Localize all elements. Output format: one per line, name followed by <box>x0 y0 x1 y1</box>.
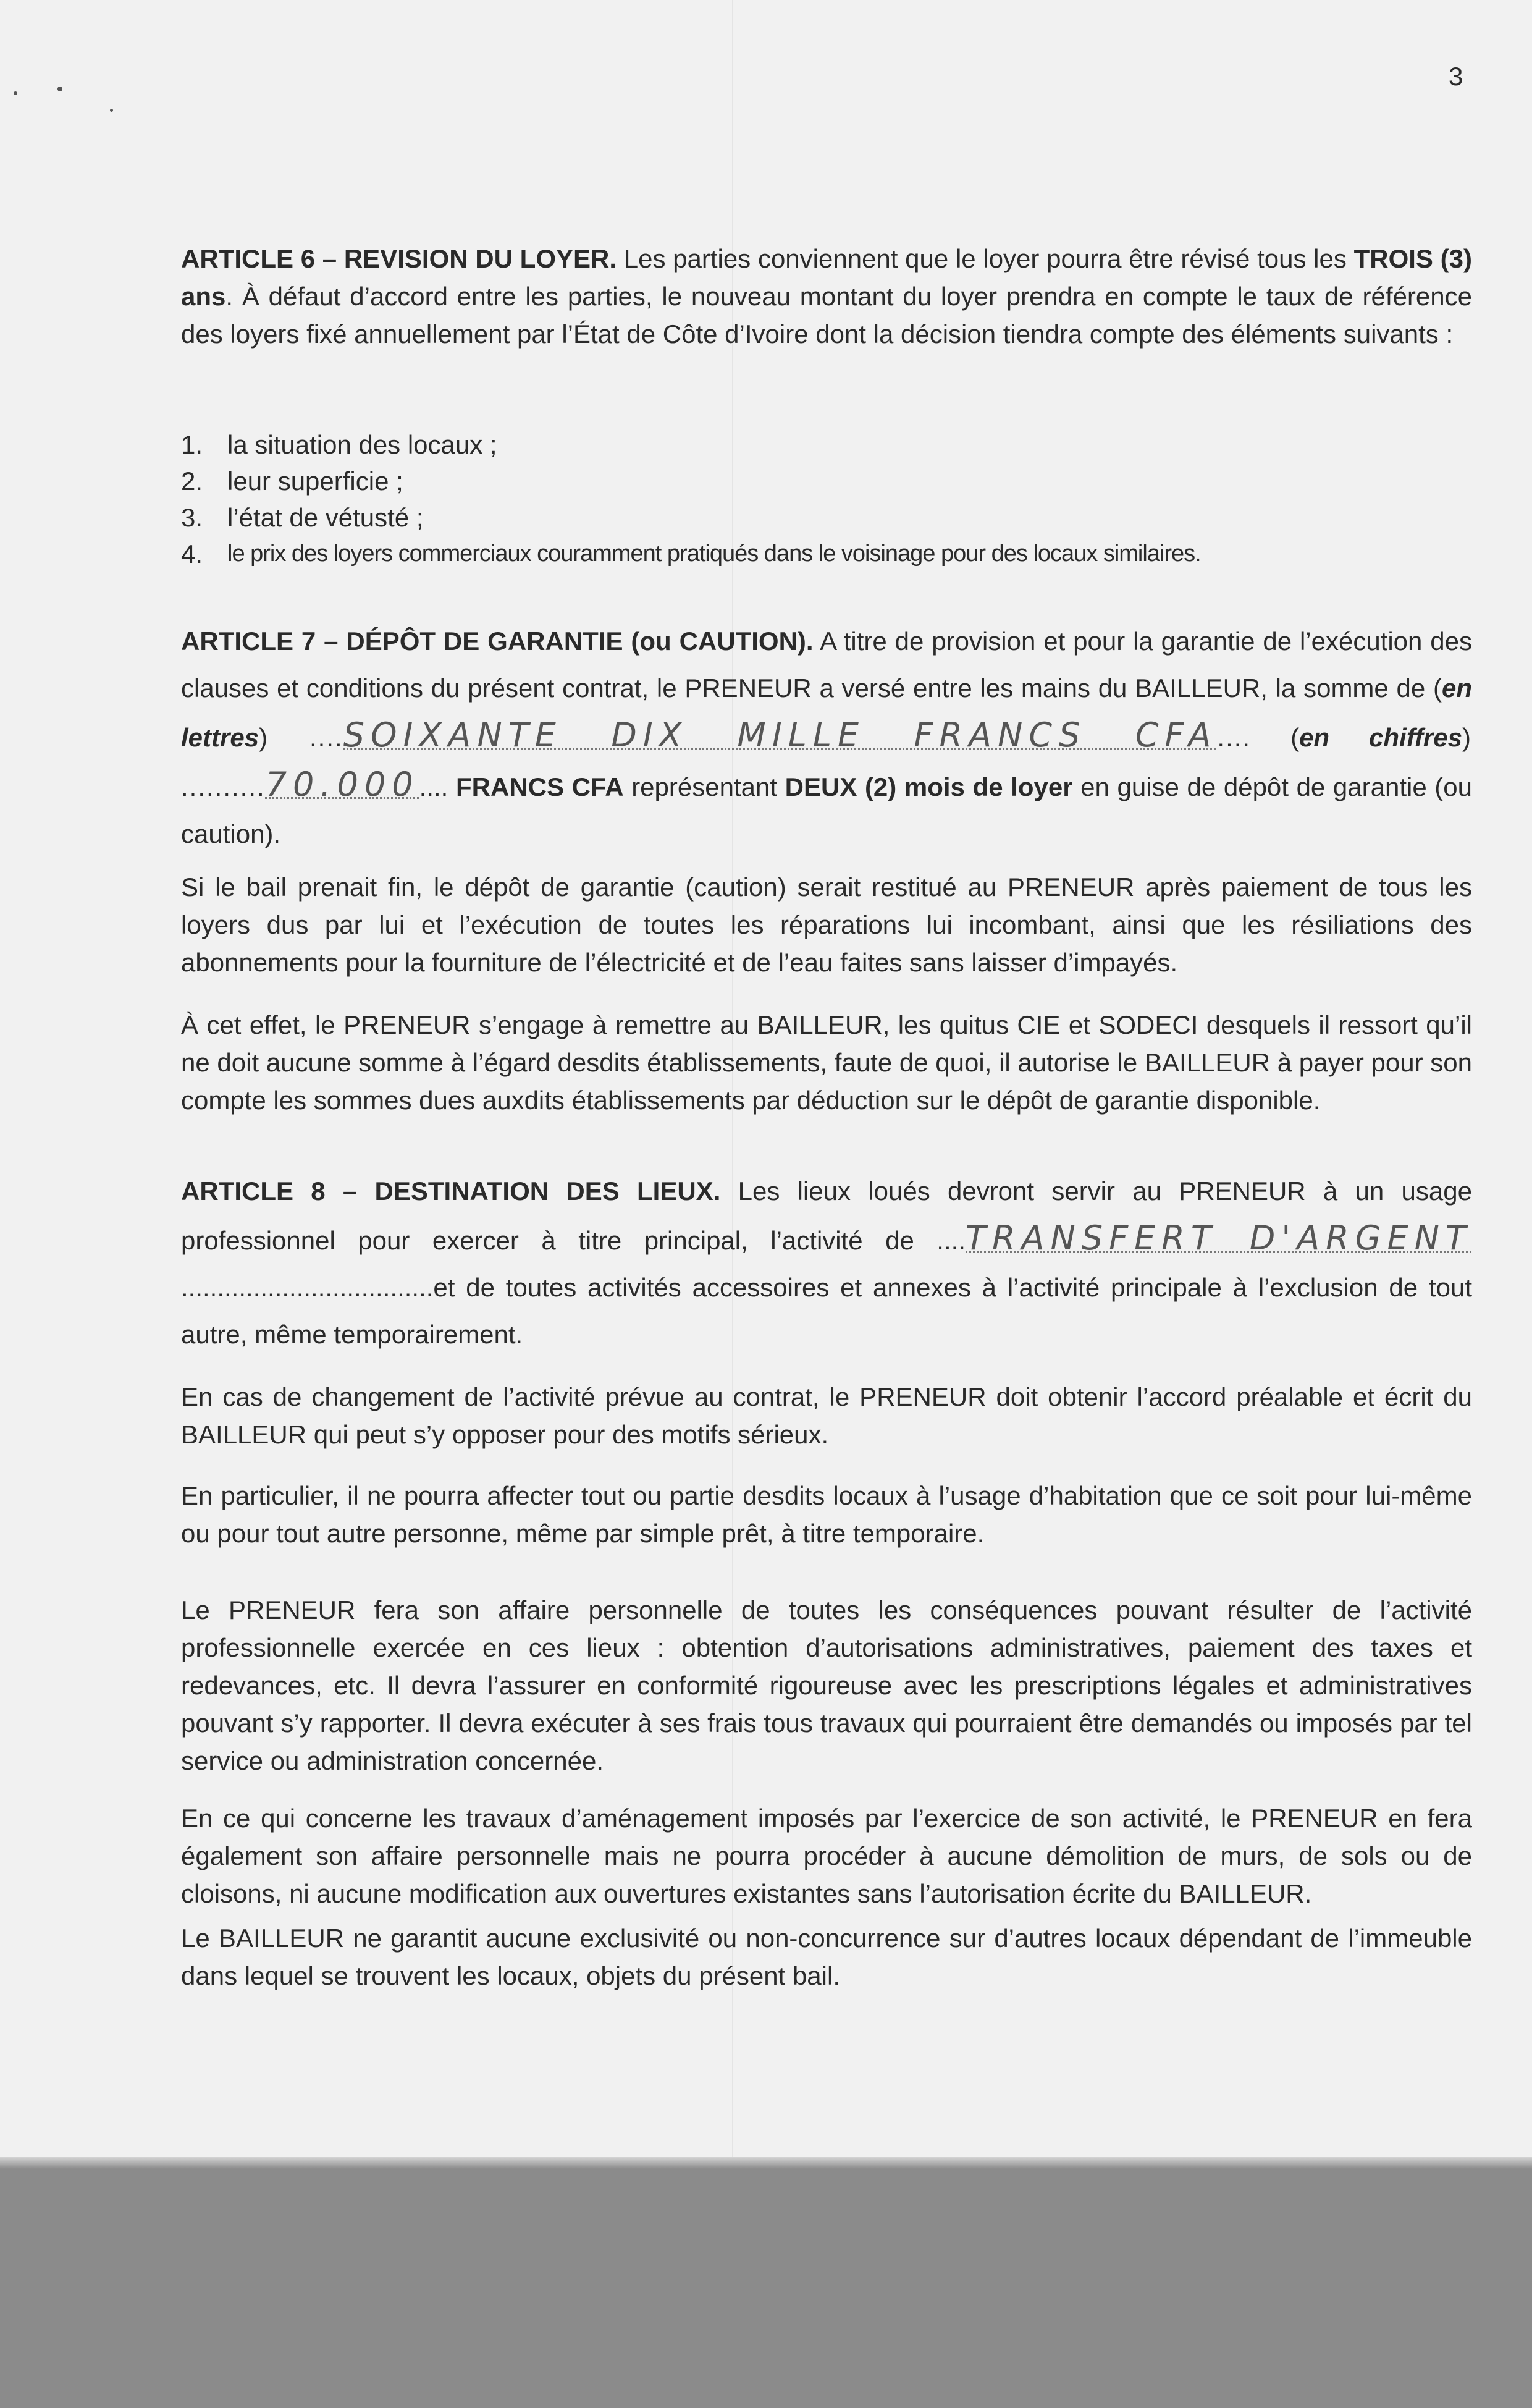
text: ) .......... <box>181 723 1472 801</box>
article-7-paragraph <box>181 618 1472 858</box>
list-number: 2. <box>181 467 203 496</box>
article-7-paragraph-3: À cet effet, le PRENEUR s’engage à remettre au BAILLEUR, les quitus CIE et SODECI desquels il ressort qu’il ne doit aucune somme à l’égard desdits établissements, faute de quoi, il autorise le BAILLEUR à payer pour son compte les sommes dues auxdits établissements par déduction sur le dépôt de garantie disponible. <box>181 1010 1472 1115</box>
article-8-paragraph-5: En ce qui concerne les travaux d’aménagement imposés par l’exercice de son activité, le PRENEUR en fera également son affaire personnelle mais ne pourra procéder à aucune démolition de murs, de sols ou de cloisons, ni aucune modification aux ouvertures existantes sans l’autorisation écrite du BAILLEUR. <box>181 1804 1472 1908</box>
article-6-paragraph <box>181 240 1472 353</box>
list-item <box>181 499 1478 536</box>
text: A titre de provision et pour la garantie de l’exécution des clauses et conditions du présent contrat, le PRENEUR a versé entre les mains du BAILLEUR, la somme de ( <box>181 627 1473 703</box>
text: en guise de dépôt de garantie (ou caution). <box>181 772 1473 848</box>
article-6-title: ARTICLE 6 – REVISION DU LOYER. <box>181 244 617 273</box>
text-bold: FRANCS CFA <box>448 772 624 801</box>
page-edge <box>0 2157 1532 2169</box>
list-text: leur superficie ; <box>227 467 403 496</box>
handwritten-amount-figures: 70.000 <box>265 765 419 804</box>
text-bold: DEUX (2) mois de loyer <box>785 772 1073 801</box>
article-8-title: ARTICLE 8 – DESTINATION DES LIEUX. <box>181 1177 721 1206</box>
text: . À défaut d’accord entre les parties, le nouveau montant du loyer prendra en compte le taux de référence des loyers fixé annuellement par l’État de Côte d’Ivoire dont la décision tiendra compte des éléments suivants : <box>181 282 1472 349</box>
article-8-paragraph-6: Le BAILLEUR ne garantit aucune exclusivité ou non-concurrence sur d’autres locaux dépendant de l’immeuble dans lequel se trouvent les locaux, objets du présent bail. <box>181 1924 1472 1990</box>
dots: .... <box>1217 723 1252 752</box>
scan-speck <box>110 109 113 112</box>
dots: .... <box>419 772 448 801</box>
list-item <box>181 536 1478 572</box>
article-8-paragraph-3: En particulier, il ne pourra affecter tout ou partie desdits locaux à l’usage d’habitation que ce soit pour lui-même ou pour tout autre personne, même par simple prêt, à titre temporaire. <box>181 1481 1472 1548</box>
article-7-paragraph-2: Si le bail prenait fin, le dépôt de garantie (caution) serait restitué au PRENEUR après paiement de tous les loyers dus par lui et l’exécution de toutes les réparations lui incombant, ainsi que les résiliations des abonnements pour la fourniture de l’électricité et de l’eau faites sans laisser d’impayés. <box>181 872 1472 977</box>
list-item <box>181 463 1478 499</box>
list-number: 1. <box>181 430 203 459</box>
text: Les parties conviennent que le loyer pourra être révisé tous les <box>617 244 1354 273</box>
scan-speck <box>57 87 62 91</box>
article-7-title: ARTICLE 7 – DÉPÔT DE GARANTIE (ou CAUTION). <box>181 627 814 656</box>
list-number: 3. <box>181 503 203 532</box>
list-text: le prix des loyers commerciaux couramment pratiqués dans le voisinage pour des locaux similaires. <box>227 541 1201 567</box>
label-en-chiffres: en chiffres <box>1299 723 1462 752</box>
article-6-list <box>181 426 1478 572</box>
text: ...................................et de toutes activités accessoires et annexes à l’activité principale à l’exclusion de tout autre, même temporairement. <box>181 1273 1472 1349</box>
text: Les lieux loués devront servir au PRENEUR à un usage professionnel pour exercer à titre principal, l’activité de .... <box>181 1177 1472 1255</box>
article-8-paragraph-4: Le PRENEUR fera son affaire personnelle de toutes les conséquences pouvant résulter de l’activité professionnelle exercée en ces lieux : obtention d’autorisations administratives, paiement des taxes et redevances, etc. Il devra l’assurer en conformité rigoureuse avec les prescriptions légales et administratives pouvant s’y rapporter. Il devra exécuter à ses frais tous travaux qui pourraient être demandés ou imposés par tel service ou administration concernée. <box>181 1595 1472 1775</box>
list-text: la situation des locaux ; <box>227 430 497 459</box>
text: ( <box>1290 723 1300 752</box>
article-8-paragraph <box>181 1168 1472 1358</box>
handwritten-activity: TRANSFERT D'ARGENT <box>966 1219 1473 1257</box>
text-bold: TROIS (3) ans <box>181 244 1472 311</box>
list-item <box>181 426 1478 463</box>
list-number: 4. <box>181 539 203 568</box>
text: représentant <box>623 772 785 801</box>
page-number: 3 <box>1449 62 1463 91</box>
label-en-lettres: en lettres <box>181 674 1472 752</box>
scan-speck <box>14 91 17 95</box>
text: ) .... <box>259 723 343 752</box>
article-8-paragraph-2: En cas de changement de l’activité prévue au contrat, le PRENEUR doit obtenir l’accord préalable et écrit du BAILLEUR qui peut s’y opposer pour des motifs sérieux. <box>181 1382 1472 1449</box>
list-text: l’état de vétusté ; <box>227 503 424 532</box>
handwritten-amount-words: SOIXANTE DIX MILLE FRANCS CFA <box>343 716 1218 754</box>
